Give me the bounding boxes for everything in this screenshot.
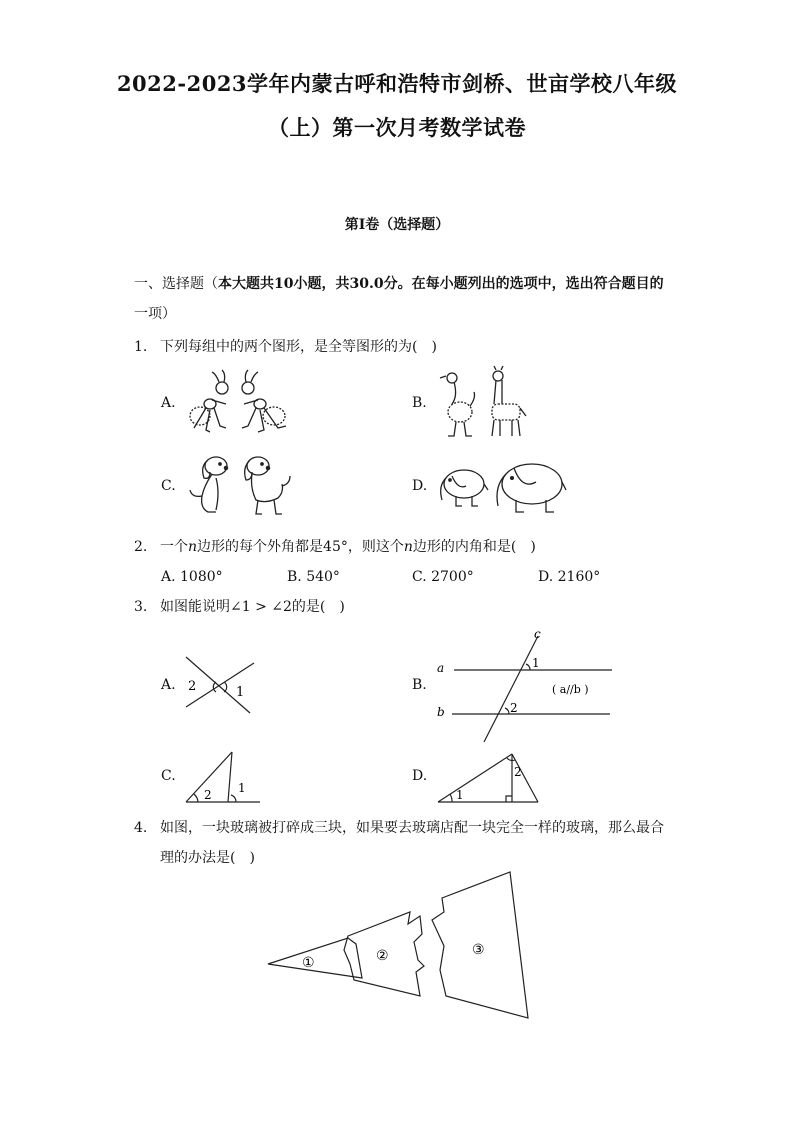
glass-piece-2-label: ② xyxy=(376,948,389,964)
q3b-line-b-label: b xyxy=(437,705,445,719)
q3-option-a-intersecting-lines-figure xyxy=(180,655,260,715)
q2-var-1: n xyxy=(188,539,198,555)
q3-option-c-triangle-figure xyxy=(184,748,264,806)
q3-option-d-right-triangle-figure xyxy=(436,752,542,806)
q3b-angle-2-label: 2 xyxy=(510,701,518,715)
q3c-angle-1-label: 1 xyxy=(238,781,246,795)
q3b-line-a-label: a xyxy=(437,661,445,675)
q2-var-2: n xyxy=(403,539,413,555)
q2-option-c[interactable]: C. 2700° xyxy=(412,569,474,585)
q3-option-d-label[interactable]: D. xyxy=(412,768,428,784)
question-3-text: 如图能说明∠1 > ∠2的是( ) xyxy=(160,599,345,615)
question-4-text-line1: 如图，一块玻璃被打碎成三块，如果要去玻璃店配一块完全一样的玻璃，那么最合 xyxy=(160,820,664,836)
q2-text-pre: 一个 xyxy=(160,539,188,555)
section-heading-plain: 一、选择题（ xyxy=(134,276,218,292)
question-4-number: 4. xyxy=(134,820,148,836)
q2-option-b[interactable]: B. 540° xyxy=(287,569,340,585)
q3a-angle-1-label: 1 xyxy=(236,685,245,700)
section-heading-bold: 本大题共10小题，共30.0分。在每小题列出的选项中，选出符合题目的 xyxy=(218,276,664,292)
q1-option-a-label[interactable]: A. xyxy=(161,395,176,411)
glass-piece-3-label: ③ xyxy=(472,942,485,958)
q3d-angle-2-label: 2 xyxy=(514,765,522,779)
q3-option-a-label[interactable]: A. xyxy=(161,677,176,693)
q3a-angle-2-label: 2 xyxy=(188,679,197,694)
q3d-angle-1-label: 1 xyxy=(456,788,464,802)
q1-option-b-label[interactable]: B. xyxy=(412,395,427,411)
exam-title-line2: （上）第一次月考数学试卷 xyxy=(268,115,526,140)
question-1-text: 下列每组中的两个图形，是全等图形的为( ) xyxy=(160,339,437,355)
q3b-line-c-label: c xyxy=(534,627,541,641)
question-3-number: 3. xyxy=(134,599,148,615)
q2-text-mid: 边形的每个外角都是45°，则这个 xyxy=(197,539,404,555)
q3-option-c-label[interactable]: C. xyxy=(161,768,176,784)
q1-option-c-label[interactable]: C. xyxy=(161,478,176,494)
question-1-number: 1. xyxy=(134,339,148,355)
section-heading xyxy=(134,274,674,294)
q1-option-c-dogs-image xyxy=(186,452,296,518)
question-4-text-line2: 理的办法是( ) xyxy=(160,850,255,866)
q2-option-a[interactable]: A. 1080° xyxy=(161,569,223,585)
q2-text-post: 边形的内角和是( ) xyxy=(412,539,536,555)
q1-option-a-ants-image xyxy=(182,368,302,438)
q3b-parallel-note: ( a//b ) xyxy=(552,683,589,696)
q4-broken-glass-figure xyxy=(266,870,536,1020)
section-heading-tail: 一项） xyxy=(134,306,176,322)
q1-option-b-ostrich-giraffe-image xyxy=(436,368,536,440)
q3-option-b-parallel-lines-figure xyxy=(432,626,622,744)
q3b-angle-1-label: 1 xyxy=(532,656,540,670)
q1-option-d-elephants-image xyxy=(436,456,568,516)
q3c-angle-2-label: 2 xyxy=(204,788,212,802)
question-2-number: 2. xyxy=(134,539,148,555)
q1-option-d-label[interactable]: D. xyxy=(412,478,428,494)
q3-option-b-label[interactable]: B. xyxy=(412,677,427,693)
glass-piece-1-label: ① xyxy=(302,955,315,971)
question-2-text xyxy=(160,537,536,557)
part-title: 第Ⅰ卷（选择题） xyxy=(344,217,450,233)
exam-title-line1: 2022-2023学年内蒙古呼和浩特市剑桥、世亩学校八年级 xyxy=(116,71,678,96)
q2-option-d[interactable]: D. 2160° xyxy=(538,569,601,585)
